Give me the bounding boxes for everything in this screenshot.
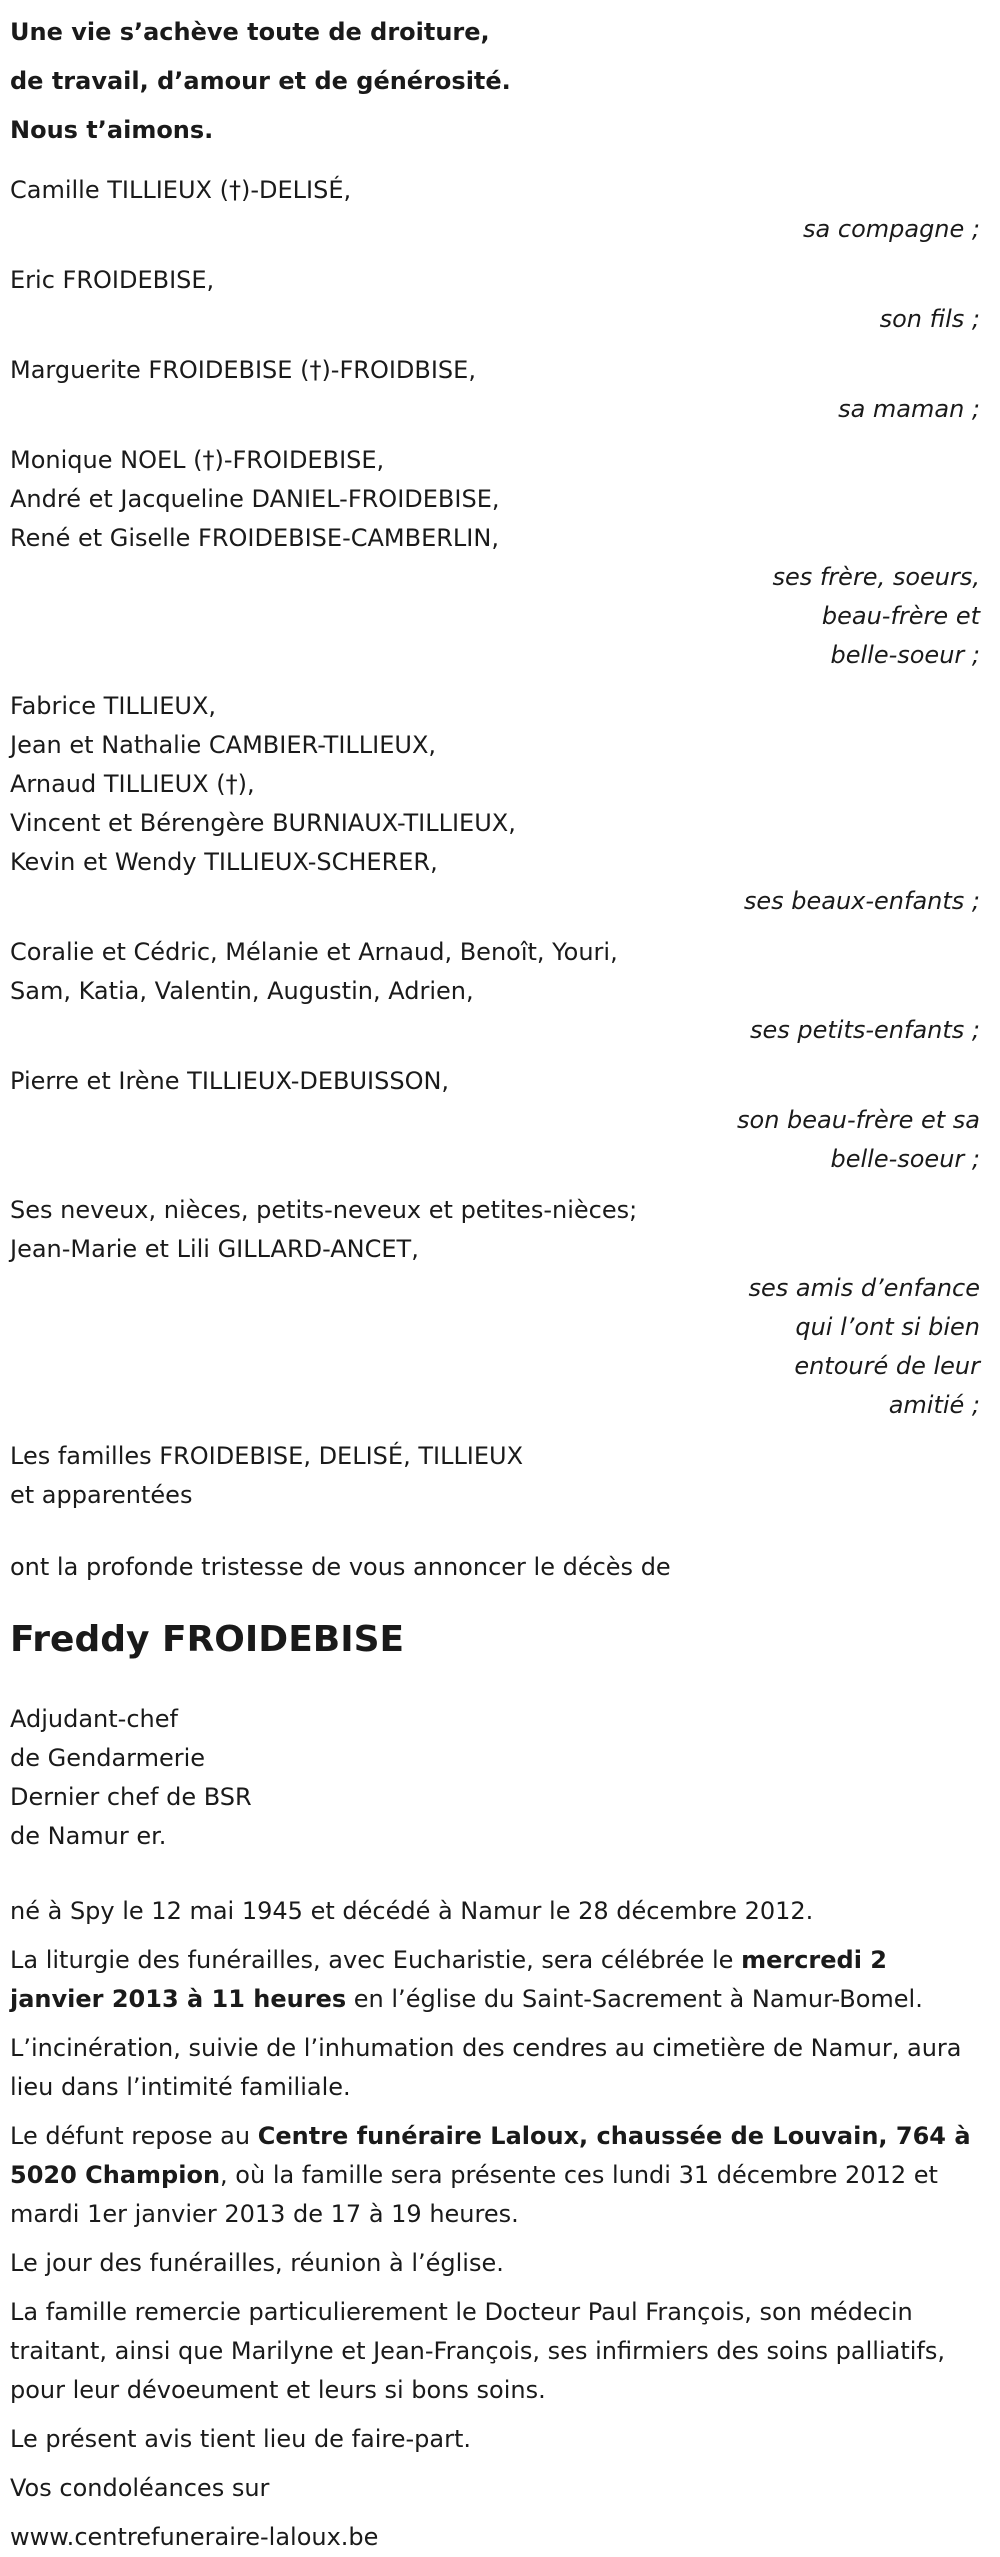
family-relation [10, 300, 980, 339]
family-group [10, 1062, 990, 1179]
liturgy-text: La liturgie des funérailles, avec Eucharistie, sera célébrée le [10, 1946, 742, 1974]
family-group [10, 351, 990, 429]
relation-line: son fils ; [879, 305, 980, 333]
announcement-text: ont la profonde tristesse de vous annoncer le décès de [10, 1553, 671, 1581]
thanks-paragraph: La famille remercie particulierement le Docteur Paul François, son médecin traitant, ainsi que Marilyne et Jean-François, ses infirmiers des soins palliatifs, pour leur dévoeument et leurs si bons soins. [10, 2298, 945, 2404]
family-names [10, 687, 990, 882]
family-relation [10, 1101, 980, 1179]
family-names [10, 351, 990, 390]
family-relation [10, 882, 980, 921]
incineration-paragraph: L’incinération, suivie de l’inhumation des cendres au cimetière de Namur, aura lieu dans l’intimité familiale. [10, 2034, 962, 2101]
family-names [10, 1191, 990, 1269]
repose-text: Le défunt repose au [10, 2122, 258, 2150]
family-group [10, 261, 990, 339]
family-name-line: Fabrice TILLIEUX, [10, 692, 217, 720]
family-name-line: Coralie et Cédric, Mélanie et Arnaud, Benoît, Youri, [10, 938, 618, 966]
family-relation [10, 1269, 980, 1425]
liturgy-date: mercredi 2 janvier 2013 à 11 heures [10, 1946, 887, 2013]
family-names [10, 261, 990, 300]
intro-line: Une vie s’achève toute de droiture, [10, 18, 490, 46]
family-name-line: Kevin et Wendy TILLIEUX-SCHERER, [10, 848, 438, 876]
family-names [10, 933, 990, 1011]
family-name-line: Marguerite FROIDEBISE (†)-FROIDBISE, [10, 356, 476, 384]
family-name-line: Sam, Katia, Valentin, Augustin, Adrien, [10, 977, 474, 1005]
relation-line: ses petits-enfants ; [749, 1016, 980, 1044]
website-link[interactable]: www.centrefuneraire-laloux.be [10, 2523, 379, 2551]
family-list [10, 171, 990, 1515]
birth-death-line: né à Spy le 12 mai 1945 et décédé à Namur le 28 décembre 2012. [10, 1897, 814, 1925]
family-relation [10, 1011, 980, 1050]
family-name-line: Jean-Marie et Lili GILLARD-ANCET, [10, 1235, 419, 1263]
intro-line: de travail, d’amour et de générosité. [10, 67, 511, 95]
family-names [10, 1437, 990, 1515]
title-line: de Namur er. [10, 1822, 167, 1850]
family-names [10, 1062, 990, 1101]
visiting-hours: , où la famille sera présente ces lundi 31 décembre 2012 et mardi 1er janvier 2013 de 17 à 19 heures. [10, 2161, 938, 2228]
liturgy-paragraph [10, 1941, 985, 2019]
intro-line: Nous t’aimons. [10, 116, 214, 144]
family-group [10, 687, 990, 921]
relation-line: ses amis d’enfance [748, 1274, 980, 1302]
notice-paragraph: Le présent avis tient lieu de faire-part. [10, 2425, 472, 2453]
family-name-line: Vincent et Bérengère BURNIAUX-TILLIEUX, [10, 809, 516, 837]
relation-line: son beau-frère et sa [737, 1106, 980, 1134]
relation-line: ses frère, soeurs, [772, 563, 980, 591]
family-group [10, 1191, 990, 1425]
family-name-line: Les familles FROIDEBISE, DELISÉ, TILLIEUX [10, 1442, 524, 1470]
family-relation [10, 210, 980, 249]
condolences-label: Vos condoléances sur [10, 2474, 270, 2502]
family-name-line: Camille TILLIEUX (†)-DELISÉ, [10, 176, 352, 204]
family-group [10, 1437, 990, 1515]
family-names [10, 171, 990, 210]
family-name-line: Monique NOEL (†)-FROIDEBISE, [10, 446, 385, 474]
family-name-line: Eric FROIDEBISE, [10, 266, 215, 294]
relation-line: qui l’ont si bien [795, 1313, 980, 1341]
funeral-details [10, 1892, 985, 2557]
family-group [10, 441, 990, 675]
title-line: de Gendarmerie [10, 1744, 206, 1772]
relation-line: belle-soeur ; [830, 641, 980, 669]
deceased-name: Freddy FROIDEBISE [10, 1619, 405, 1660]
family-name-line: René et Giselle FROIDEBISE-CAMBERLIN, [10, 524, 499, 552]
title-line: Dernier chef de BSR [10, 1783, 252, 1811]
funeral-home-address: Centre funéraire Laloux, chaussée de Louvain, 764 à 5020 Champion [10, 2122, 971, 2189]
deceased-titles [10, 1700, 990, 1856]
title-line: Adjudant-chef [10, 1705, 178, 1733]
family-name-line: André et Jacqueline DANIEL-FROIDEBISE, [10, 485, 500, 513]
family-name-line: Ses neveux, nièces, petits-neveux et petites-nièces; [10, 1196, 638, 1224]
family-name-line: Pierre et Irène TILLIEUX-DEBUISSON, [10, 1067, 450, 1095]
family-name-line: Jean et Nathalie CAMBIER-TILLIEUX, [10, 731, 437, 759]
relation-line: belle-soeur ; [830, 1145, 980, 1173]
liturgy-place: en l’église du Saint-Sacrement à Namur-Bomel. [346, 1985, 923, 2013]
family-name-line: et apparentées [10, 1481, 193, 1509]
relation-line: amitié ; [888, 1391, 980, 1419]
intro-verse [10, 0, 990, 155]
relation-line: sa maman ; [838, 395, 980, 423]
family-group [10, 171, 990, 249]
relation-line: sa compagne ; [803, 215, 980, 243]
family-group [10, 933, 990, 1050]
family-relation [10, 558, 980, 675]
family-name-line: Arnaud TILLIEUX (†), [10, 770, 255, 798]
relation-line: ses beaux-enfants ; [743, 887, 980, 915]
funeral-day-paragraph: Le jour des funérailles, réunion à l’église. [10, 2249, 504, 2277]
family-relation [10, 390, 980, 429]
family-names [10, 441, 990, 558]
relation-line: entouré de leur [794, 1352, 980, 1380]
relation-line: beau-frère et [821, 602, 980, 630]
repose-paragraph [10, 2117, 985, 2234]
